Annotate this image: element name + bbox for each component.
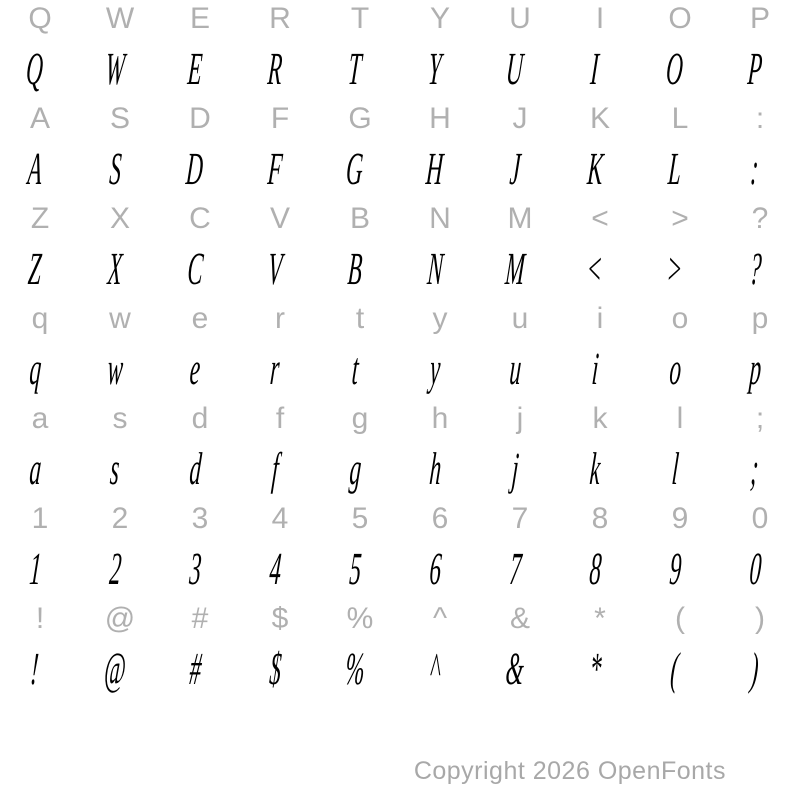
copyright-text: Copyright 2026 OpenFonts (413, 757, 726, 785)
glyph: i (590, 342, 601, 394)
glyph: 0 (751, 502, 769, 535)
glyph: ; (755, 402, 765, 435)
glyph: P (749, 2, 770, 35)
glyph: 2 (111, 502, 129, 535)
glyph-cell (474, 542, 554, 594)
glyph: H (429, 102, 451, 135)
glyph: : (749, 142, 761, 194)
glyph-cell (640, 204, 720, 234)
glyph-cell (314, 142, 394, 194)
glyph: O (668, 2, 692, 35)
glyph: V (269, 202, 290, 235)
glyph: t (350, 342, 361, 394)
glyph-row-reference-row-symbols (0, 604, 800, 634)
glyph-cell (400, 404, 480, 434)
glyph: H (424, 142, 446, 194)
glyph-cell (394, 242, 474, 294)
glyph: E (189, 2, 210, 35)
glyph-cell (0, 204, 80, 234)
glyph: O (664, 42, 686, 94)
glyph: Z (30, 202, 50, 235)
glyph: F (270, 102, 290, 135)
glyph-cell (720, 104, 800, 134)
glyph-cell (80, 204, 160, 234)
glyph-cell (74, 142, 154, 194)
glyph-cell (160, 404, 240, 434)
glyph-row-specimen-row-digits (0, 542, 794, 594)
glyph: r (268, 342, 282, 394)
glyph-cell (640, 4, 720, 34)
glyph: ( (675, 602, 685, 635)
glyph: 1 (27, 542, 43, 594)
glyph-cell (474, 342, 554, 394)
glyph-cell (0, 404, 80, 434)
glyph-cell (714, 542, 794, 594)
glyph-cell (160, 4, 240, 34)
glyph-cell (0, 104, 80, 134)
glyph-cell (634, 342, 714, 394)
glyph-cell (320, 504, 400, 534)
glyph: @ (102, 642, 128, 694)
glyph-cell (154, 242, 234, 294)
glyph-cell (394, 142, 474, 194)
glyph: % (346, 602, 374, 635)
glyph: y (432, 302, 448, 335)
glyph-cell (80, 404, 160, 434)
glyph-row-specimen-row-upper-home (0, 142, 794, 194)
glyph: q (31, 302, 49, 335)
glyph: K (585, 142, 605, 194)
glyph-cell (0, 542, 74, 594)
glyph: e (191, 302, 209, 335)
glyph-cell (640, 304, 720, 334)
glyph: A (26, 142, 44, 194)
glyph-cell (720, 504, 800, 534)
glyph-cell (640, 604, 720, 634)
glyph: * (594, 602, 606, 635)
glyph: y (428, 342, 442, 394)
glyph: h (427, 442, 443, 494)
glyph: i (596, 302, 604, 335)
glyph-cell (480, 604, 560, 634)
glyph-cell (474, 242, 554, 294)
glyph-cell (234, 142, 314, 194)
glyph-cell (240, 204, 320, 234)
glyph-cell (560, 604, 640, 634)
glyph: a (27, 442, 43, 494)
glyph-cell (154, 142, 234, 194)
glyph-cell (234, 242, 314, 294)
glyph-cell (240, 504, 320, 534)
glyph: p (751, 302, 769, 335)
glyph-cell (714, 642, 794, 694)
glyph: C (185, 242, 205, 294)
glyph-cell (480, 304, 560, 334)
glyph: 3 (187, 542, 203, 594)
glyph-cell (394, 342, 474, 394)
glyph-cell (320, 4, 400, 34)
glyph-cell (474, 42, 554, 94)
glyph: X (109, 202, 130, 235)
glyph-cell (154, 342, 234, 394)
glyph-cell (74, 642, 154, 694)
glyph-row-reference-row-upper-qwerty (0, 4, 800, 34)
glyph-cell (634, 242, 714, 294)
glyph-cell (634, 142, 714, 194)
glyph-cell (720, 604, 800, 634)
glyph-cell (0, 442, 74, 494)
glyph-cell (74, 42, 154, 94)
glyph-cell (720, 304, 800, 334)
glyph-cell (394, 542, 474, 594)
glyph: ! (29, 642, 41, 694)
glyph: q (27, 342, 43, 394)
glyph: U (504, 42, 526, 94)
glyph-cell (400, 604, 480, 634)
glyph: G (348, 102, 372, 135)
glyph: F (266, 142, 284, 194)
glyph: o (671, 302, 689, 335)
glyph: g (351, 402, 369, 435)
glyph-cell (154, 642, 234, 694)
glyph-cell (74, 542, 154, 594)
glyph: V (266, 242, 284, 294)
glyph-cell (720, 404, 800, 434)
glyph-cell (554, 142, 634, 194)
glyph: 4 (267, 542, 283, 594)
glyph: Z (26, 242, 44, 294)
glyph: s (108, 442, 122, 494)
glyph-cell (394, 442, 474, 494)
glyph: ( (669, 642, 681, 694)
glyph-cell (474, 442, 554, 494)
glyph: > (665, 242, 685, 294)
glyph: U (509, 2, 531, 35)
glyph-cell (400, 204, 480, 234)
glyph: ? (751, 202, 769, 235)
glyph-row-reference-row-digits (0, 504, 800, 534)
glyph: f (270, 442, 281, 494)
glyph-cell (74, 242, 154, 294)
glyph-cell (240, 404, 320, 434)
glyph-cell (554, 242, 634, 294)
glyph-cell (400, 104, 480, 134)
glyph-cell (314, 542, 394, 594)
glyph: a (31, 402, 49, 435)
glyph: 6 (431, 502, 449, 535)
glyph-cell (0, 4, 80, 34)
glyph-cell (720, 4, 800, 34)
glyph: P (746, 42, 764, 94)
glyph-cell (160, 604, 240, 634)
glyph: # (191, 602, 209, 635)
glyph-cell (314, 442, 394, 494)
glyph: W (105, 2, 135, 35)
glyph-cell (160, 204, 240, 234)
glyph: 2 (107, 542, 123, 594)
glyph: 9 (671, 502, 689, 535)
glyph: 0 (747, 542, 763, 594)
glyph-cell (714, 142, 794, 194)
glyph-cell (634, 542, 714, 594)
glyph: 1 (31, 502, 49, 535)
glyph: ? (747, 242, 763, 294)
glyph-cell (480, 404, 560, 434)
glyph-cell (240, 304, 320, 334)
glyph-cell (240, 104, 320, 134)
glyph: ^ (432, 602, 448, 635)
glyph: * (587, 642, 603, 694)
glyph-cell (400, 304, 480, 334)
glyph-cell (640, 104, 720, 134)
glyph: > (671, 202, 689, 235)
glyph: & (509, 602, 530, 635)
glyph-cell (0, 642, 74, 694)
glyph: E (186, 42, 204, 94)
glyph: f (275, 402, 285, 435)
glyph-cell (80, 4, 160, 34)
glyph-cell (320, 104, 400, 134)
glyph-cell (560, 104, 640, 134)
glyph: M (503, 242, 527, 294)
glyph: u (507, 342, 523, 394)
glyph: 7 (511, 502, 529, 535)
glyph: M (507, 202, 533, 235)
glyph: A (29, 102, 50, 135)
glyph-cell (714, 442, 794, 494)
glyph: ^ (428, 642, 442, 694)
glyph: < (585, 242, 605, 294)
glyph-cell (394, 642, 474, 694)
glyph-cell (400, 504, 480, 534)
glyph: & (504, 642, 526, 694)
glyph-cell (714, 42, 794, 94)
glyph-cell (474, 642, 554, 694)
glyph: Q (24, 42, 46, 94)
glyph: 3 (191, 502, 209, 535)
glyph: L (666, 142, 684, 194)
glyph: W (103, 42, 127, 94)
glyph: J (508, 142, 522, 194)
glyph-cell (314, 242, 394, 294)
glyph: B (349, 202, 370, 235)
glyph-cell (480, 104, 560, 134)
glyph-cell (240, 604, 320, 634)
glyph-cell (234, 342, 314, 394)
glyph-cell (314, 342, 394, 394)
glyph-cell (0, 504, 80, 534)
glyph-cell (0, 242, 74, 294)
glyph: d (187, 442, 203, 494)
glyph: k (588, 442, 602, 494)
glyph-cell (394, 42, 474, 94)
glyph-cell (160, 304, 240, 334)
glyph-cell (554, 642, 634, 694)
glyph-cell (154, 542, 234, 594)
glyph: K (589, 102, 610, 135)
glyph: e (188, 342, 202, 394)
glyph: S (107, 142, 123, 194)
glyph: 6 (427, 542, 443, 594)
glyph: @ (104, 602, 136, 635)
glyph-row-reference-row-lower-qwerty (0, 304, 800, 334)
glyph-cell (80, 604, 160, 634)
glyph: % (343, 642, 367, 694)
glyph: o (667, 342, 683, 394)
glyph-cell (154, 442, 234, 494)
glyph-row-specimen-row-symbols (0, 642, 794, 694)
glyph: ) (755, 602, 765, 635)
glyph: < (591, 202, 609, 235)
glyph: ) (749, 642, 761, 694)
glyph: D (184, 142, 206, 194)
glyph: Q (28, 2, 52, 35)
glyph: R (269, 2, 291, 35)
glyph: 5 (351, 502, 369, 535)
glyph: u (511, 302, 529, 335)
glyph: 4 (271, 502, 289, 535)
glyph: S (109, 102, 130, 135)
glyph-cell (0, 604, 80, 634)
glyph-cell (560, 404, 640, 434)
glyph-cell (320, 304, 400, 334)
glyph: R (266, 42, 284, 94)
glyph: ! (35, 602, 45, 635)
glyph-cell (0, 304, 80, 334)
glyph-row-reference-row-upper-home (0, 104, 800, 134)
glyph-cell (160, 104, 240, 134)
glyph-cell (0, 42, 74, 94)
glyph-cell (634, 442, 714, 494)
glyph: Y (426, 42, 444, 94)
glyph: j (516, 402, 524, 435)
glyph-cell (474, 142, 554, 194)
glyph: : (755, 102, 765, 135)
glyph: $ (267, 642, 283, 694)
glyph-cell (714, 342, 794, 394)
glyph: N (429, 202, 451, 235)
glyph-cell (314, 42, 394, 94)
glyph: w (105, 342, 125, 394)
glyph-cell (480, 504, 560, 534)
glyph-cell (554, 42, 634, 94)
glyph-cell (560, 304, 640, 334)
glyph-cell (74, 342, 154, 394)
glyph-cell (714, 242, 794, 294)
glyph-cell (634, 642, 714, 694)
glyph-cell (234, 42, 314, 94)
glyph-cell (560, 4, 640, 34)
glyph: r (275, 302, 285, 335)
glyph-row-specimen-row-upper-bottom (0, 242, 794, 294)
glyph: J (512, 102, 528, 135)
glyph: B (346, 242, 364, 294)
glyph-cell (640, 404, 720, 434)
glyph: I (595, 2, 605, 35)
glyph: 8 (591, 502, 609, 535)
glyph-cell (320, 404, 400, 434)
glyph-cell (160, 504, 240, 534)
glyph: 8 (587, 542, 603, 594)
glyph-cell (0, 342, 74, 394)
glyph-cell (480, 4, 560, 34)
glyph: # (187, 642, 203, 694)
glyph-cell (234, 542, 314, 594)
glyph: d (191, 402, 209, 435)
glyph: D (189, 102, 211, 135)
glyph: k (592, 402, 608, 435)
glyph-row-reference-row-lower-home (0, 404, 800, 434)
glyph: 9 (667, 542, 683, 594)
glyph-cell (80, 304, 160, 334)
glyph: T (346, 42, 364, 94)
glyph-row-specimen-row-lower-qwerty (0, 342, 794, 394)
glyph-cell (154, 42, 234, 94)
glyph-cell (0, 142, 74, 194)
glyph-cell (554, 342, 634, 394)
glyph: T (350, 2, 370, 35)
glyph-cell (554, 442, 634, 494)
glyph: s (112, 402, 128, 435)
glyph-row-reference-row-upper-bottom (0, 204, 800, 234)
glyph: g (347, 442, 363, 494)
glyph-cell (560, 504, 640, 534)
glyph: j (510, 442, 521, 494)
glyph: L (671, 102, 689, 135)
glyph-cell (634, 42, 714, 94)
glyph-cell (234, 642, 314, 694)
glyph-cell (720, 204, 800, 234)
glyph-cell (320, 204, 400, 234)
glyph-cell (234, 442, 314, 494)
glyph: t (355, 302, 365, 335)
glyph-cell (320, 604, 400, 634)
glyph: l (676, 402, 684, 435)
glyph-cell (554, 542, 634, 594)
glyph-cell (80, 504, 160, 534)
glyph-cell (400, 4, 480, 34)
glyph: X (106, 242, 124, 294)
glyph: ; (749, 442, 761, 494)
glyph-cell (314, 642, 394, 694)
glyph-cell (560, 204, 640, 234)
glyph: 7 (507, 542, 523, 594)
glyph-cell (80, 104, 160, 134)
glyph: G (344, 142, 366, 194)
glyph: l (670, 442, 681, 494)
glyph-cell (640, 504, 720, 534)
glyph-cell (480, 204, 560, 234)
glyph: p (747, 342, 763, 394)
glyph: 5 (347, 542, 363, 594)
glyph-row-specimen-row-lower-home (0, 442, 794, 494)
glyph: C (189, 202, 211, 235)
glyph: Y (429, 2, 450, 35)
glyph: I (589, 42, 601, 94)
glyph-cell (74, 442, 154, 494)
glyph: $ (271, 602, 289, 635)
glyph-row-specimen-row-upper-qwerty (0, 42, 794, 94)
glyph-cell (240, 4, 320, 34)
glyph: N (425, 242, 445, 294)
glyph: h (431, 402, 449, 435)
glyph: w (109, 302, 131, 335)
